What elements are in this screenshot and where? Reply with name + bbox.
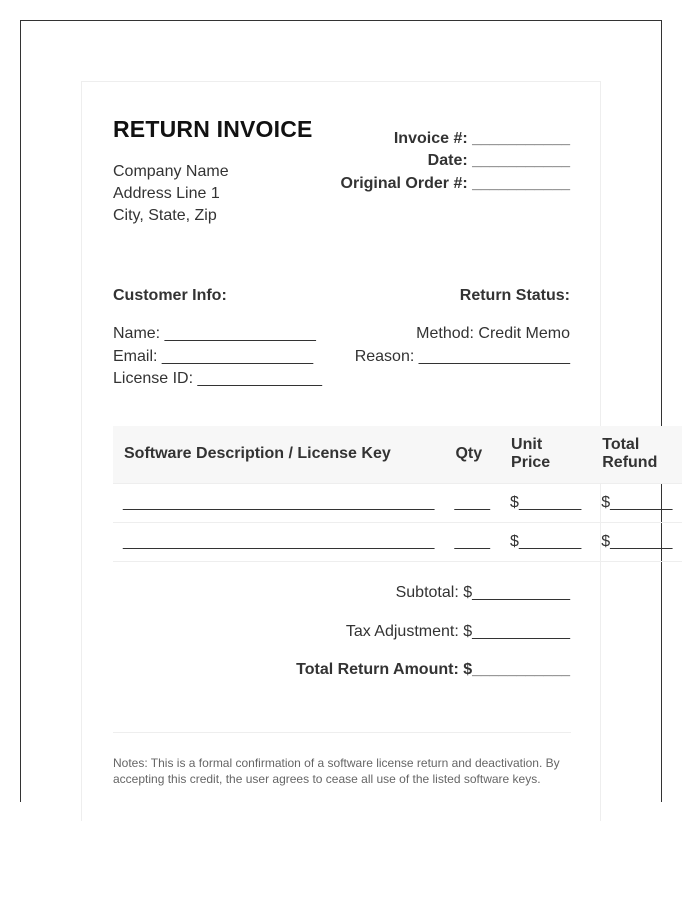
table-row xyxy=(113,483,682,522)
company-name: Company Name xyxy=(113,163,229,180)
cell-description: ___________________________________ xyxy=(113,522,444,561)
column-header-description: Software Description / License Key xyxy=(124,445,391,463)
cell-qty: ____ xyxy=(444,522,500,561)
table-row xyxy=(113,522,682,561)
notes-text: Notes: This is a formal confirmation of a software license return and deactivation. By accepting this credit, the user agrees to cease all use of the listed software keys. xyxy=(113,756,560,786)
column-header-qty: Qty xyxy=(455,445,483,463)
return-reason-field: Reason: _________________ xyxy=(354,348,570,365)
company-address: Address Line 1 xyxy=(113,185,220,202)
return-method-field: Method: Credit Memo xyxy=(416,325,570,342)
cell-unit-price: $_______ xyxy=(500,522,591,561)
tax-adjustment-field: Tax Adjustment: $___________ xyxy=(345,623,570,640)
total-refund-line2: Refund xyxy=(602,454,658,472)
cell-unit-price: $_______ xyxy=(500,483,591,522)
invoice-number-field: Invoice #: ___________ xyxy=(393,130,570,147)
license-id-field: License ID: ______________ xyxy=(113,370,323,387)
notes-divider xyxy=(113,732,571,733)
cell-description: ___________________________________ xyxy=(113,483,444,522)
invoice-title: RETURN INVOICE xyxy=(113,116,313,142)
document-frame xyxy=(20,20,673,802)
invoice-sheet xyxy=(81,81,673,821)
subtotal-field: Subtotal: $___________ xyxy=(395,584,570,601)
unit-price-line1: Unit xyxy=(511,436,543,454)
total-return-amount-field: Total Return Amount: $___________ xyxy=(296,661,570,678)
company-city-state-zip: City, State, Zip xyxy=(113,207,217,224)
return-status-heading: Return Status: xyxy=(459,287,570,304)
original-order-field: Original Order #: ___________ xyxy=(340,175,570,192)
column-header-unit-price xyxy=(500,426,591,483)
customer-name-field: Name: _________________ xyxy=(113,325,316,342)
customer-email-field: Email: _________________ xyxy=(113,348,314,365)
table-header-row xyxy=(113,426,682,483)
cell-qty: ____ xyxy=(444,483,500,522)
line-items-table xyxy=(113,426,682,562)
column-header-total-refund xyxy=(591,426,682,483)
unit-price-line2: Price xyxy=(511,454,551,472)
cell-total-refund: $_______ xyxy=(591,522,682,561)
cell-total-refund: $_______ xyxy=(591,483,682,522)
customer-info-heading: Customer Info: xyxy=(113,287,227,304)
total-refund-line1: Total xyxy=(602,436,640,454)
invoice-date-field: Date: ___________ xyxy=(427,152,570,169)
